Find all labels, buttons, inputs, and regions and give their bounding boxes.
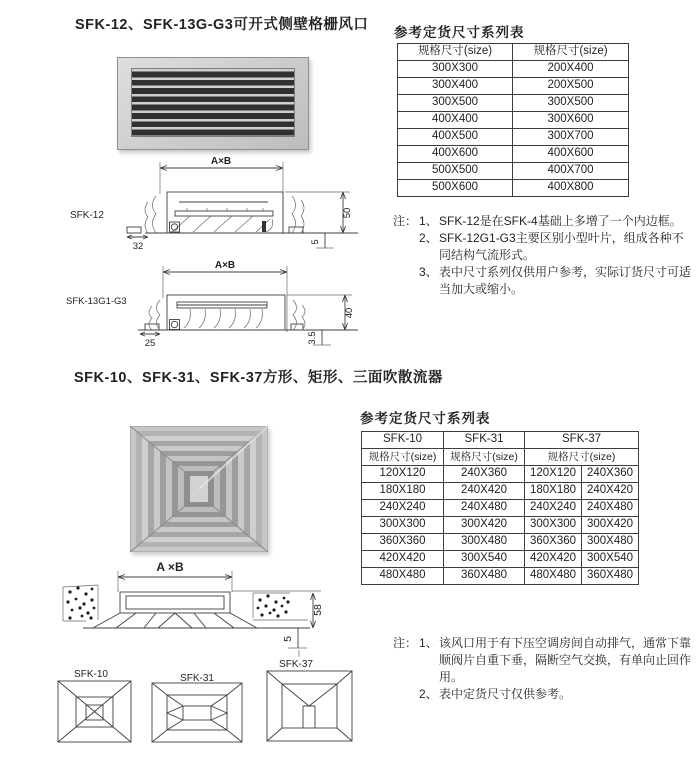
note-num: 1、 [419, 214, 438, 228]
sfk37-plan-label: SFK-37 [279, 659, 313, 670]
sfk12-section-drawing [60, 150, 380, 258]
size-cell: 300X300 [398, 61, 513, 78]
table-row [398, 78, 629, 95]
note-item [419, 686, 693, 703]
sfk13-dim-40: 40 [344, 307, 355, 319]
sfk13-dim-3-5: 3.5 [307, 331, 318, 345]
size-cell: 360X480 [444, 568, 525, 585]
note-text: SFK-12G1-G3主要区别小型叶片，组成各种不同结构气流形式。 [439, 231, 684, 262]
size-cell: 400X600 [398, 146, 513, 163]
table-row [398, 61, 629, 78]
size-cell: 420X420 [525, 551, 582, 568]
table-row [398, 112, 629, 129]
note-text: 表中尺寸系列仅供用户参考，实际订货尺寸可适当加大或缩小。 [439, 265, 692, 296]
sfk13-section-drawing [60, 258, 380, 353]
size-cell: 300X500 [398, 95, 513, 112]
size-cell: 400X400 [398, 112, 513, 129]
table2-model-sfk31: SFK-31 [444, 432, 525, 449]
table-row [398, 95, 629, 112]
note-text: 表中定货尺寸仅供参考。 [439, 687, 572, 701]
table-row [362, 568, 639, 585]
table-row [398, 180, 629, 197]
section2-notes [393, 635, 693, 703]
note-text: SFK-12是在SFK-4基础上多增了一个内边框。 [439, 214, 682, 228]
section1-notes [393, 213, 691, 298]
size-cell: 120X120 [525, 466, 582, 483]
note-num: 1、 [419, 636, 438, 650]
table-row [362, 483, 639, 500]
size-cell: 300X500 [513, 95, 629, 112]
size-cell: 300X400 [398, 78, 513, 95]
table1-col-header-0: 规格尺寸(size) [398, 44, 513, 61]
size-cell: 240X480 [444, 500, 525, 517]
size-cell: 240X240 [362, 500, 444, 517]
order-size-table-2 [361, 431, 639, 585]
size-cell: 240X480 [582, 500, 639, 517]
size-cell: 120X120 [362, 466, 444, 483]
size-cell: 420X420 [362, 551, 444, 568]
size-cell: 300X420 [444, 517, 525, 534]
table-row [362, 466, 639, 483]
size-cell: 240X360 [582, 466, 639, 483]
sfk13-dim-axb: A×B [214, 260, 236, 271]
size-cell: 240X240 [525, 500, 582, 517]
table-row [398, 129, 629, 146]
diffuser-dim-axb: A ×B [156, 560, 184, 574]
size-cell: 300X300 [362, 517, 444, 534]
sfk31-plan-label: SFK-31 [180, 673, 214, 684]
size-cell: 300X480 [582, 534, 639, 551]
note-num: 2、 [419, 687, 438, 701]
table-row [362, 500, 639, 517]
diffuser-dim-5: 5 [282, 636, 294, 642]
table-row [362, 517, 639, 534]
section1-title: SFK-12、SFK-13G-G3可开式侧壁格栅风口 [75, 17, 369, 33]
size-cell: 360X360 [525, 534, 582, 551]
note-item [419, 635, 693, 686]
diffuser-dim-58: 58 [312, 604, 324, 616]
table-row [398, 163, 629, 180]
size-cell: 300X540 [582, 551, 639, 568]
size-cell: 360X360 [362, 534, 444, 551]
note-text: 该风口用于有下压空调房间自动排气，通常下靠顺阀片自重下垂，隔断空气交换，有单向止回作用。 [439, 636, 692, 684]
note-num: 3、 [419, 265, 438, 279]
table-row [362, 534, 639, 551]
size-cell: 240X420 [582, 483, 639, 500]
size-cell: 500X600 [398, 180, 513, 197]
grille-product-photo [117, 57, 309, 150]
size-cell: 240X420 [444, 483, 525, 500]
order-table2-heading: 参考定货尺寸系列表 [360, 411, 491, 426]
size-cell: 180X180 [362, 483, 444, 500]
size-cell: 400X600 [513, 146, 629, 163]
table2-model-sfk10: SFK-10 [362, 432, 444, 449]
note-item [419, 230, 691, 264]
size-cell: 300X300 [525, 517, 582, 534]
sfk12-dim-5: 5 [310, 239, 321, 245]
table2-sub-header-1: 规格尺寸(size) [444, 449, 525, 466]
size-cell: 180X180 [525, 483, 582, 500]
size-cell: 400X700 [513, 163, 629, 180]
table-row [362, 551, 639, 568]
table2-model-sfk37: SFK-37 [525, 432, 639, 449]
grille-slats [131, 68, 295, 137]
note-item [419, 213, 691, 230]
sfk12-label: SFK-12 [70, 210, 104, 221]
size-cell: 300X480 [444, 534, 525, 551]
order-size-table-1 [397, 43, 629, 197]
note-item [419, 264, 691, 298]
size-cell: 240X360 [444, 466, 525, 483]
size-cell: 360X480 [582, 568, 639, 585]
table2-sub-header-2: 规格尺寸(size) [525, 449, 639, 466]
size-cell: 200X500 [513, 78, 629, 95]
size-cell: 300X600 [513, 112, 629, 129]
size-cell: 300X540 [444, 551, 525, 568]
section2-title: SFK-10、SFK-31、SFK-37方形、矩形、三面吹散流器 [74, 370, 443, 386]
size-cell: 480X480 [362, 568, 444, 585]
table1-col-header-1: 规格尺寸(size) [513, 44, 629, 61]
order-table1-heading: 参考定货尺寸系列表 [394, 25, 525, 40]
size-cell: 300X700 [513, 129, 629, 146]
size-cell: 400X500 [398, 129, 513, 146]
note-num: 2、 [419, 231, 438, 245]
sfk13-label: SFK-13G1-G3 [66, 296, 127, 307]
notes-label: 注： [393, 214, 418, 228]
sfk12-dim-axb: A×B [210, 156, 232, 167]
sfk12-dim-32: 32 [132, 241, 144, 252]
sfk10-plan-label: SFK-10 [74, 669, 108, 680]
table2-sub-header-0: 规格尺寸(size) [362, 449, 444, 466]
size-cell: 300X420 [582, 517, 639, 534]
size-cell: 400X800 [513, 180, 629, 197]
plan-views-drawing [55, 648, 385, 760]
sfk12-dim-50: 50 [342, 207, 353, 219]
diffuser-product-photo [130, 426, 268, 552]
notes-label: 注： [393, 636, 418, 650]
size-cell: 480X480 [525, 568, 582, 585]
table-row [398, 146, 629, 163]
size-cell: 200X400 [513, 61, 629, 78]
size-cell: 500X500 [398, 163, 513, 180]
sfk13-dim-25: 25 [144, 338, 156, 349]
